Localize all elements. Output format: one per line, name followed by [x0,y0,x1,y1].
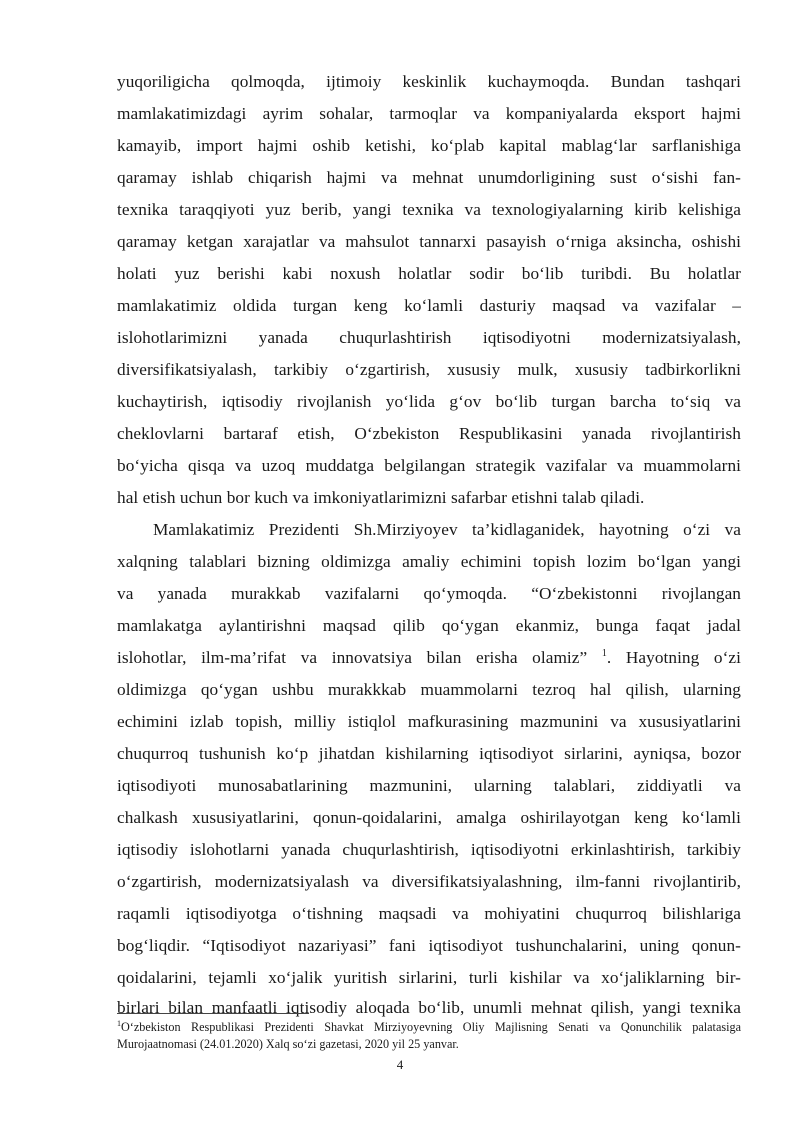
text-line: iqtisodiy islohotlarni yanada chuqurlashtirish, iqtisodiyotni erkinlashtirish, tarkibiy [117,840,741,859]
text-line: mamlakatimiz oldida turgan keng ko‘lamli dasturiy maqsad va vazifalar – [117,296,741,315]
text-line: bo‘yicha qisqa va uzoq muddatga belgilangan strategik vazifalar va muammolarni [117,456,741,475]
text-line: yuqoriligicha qolmoqda, ijtimoiy keskinlik kuchaymoqda. Bundan tashqari [117,72,741,91]
text-line: Mamlakatimiz Prezidenti Sh.Mirziyoyev ta’kidlaganidek, hayotning o‘zi va [153,520,741,539]
text-line: echimini izlab topish, milliy istiqlol mafkurasining mazmunini va xususiyatlarini [117,712,741,731]
text-line: holati yuz berishi kabi noxush holatlar sodir bo‘lib turibdi. Bu holatlar [117,264,741,283]
footnote-reference[interactable]: 1 [601,648,607,660]
footnote-line [117,1020,741,1035]
page-number: 4 [396,1057,404,1072]
text-line: qoidalarini, tejamli xo‘jalik yuritish sirlarini, turli kishilar va xo‘jaliklarning bir- [117,968,741,987]
text-segment: . Hayotning o‘zi [606,648,741,667]
text-line: kamayib, import hajmi oshib ketishi, ko‘plab kapital mablag‘lar sarflanishiga [117,136,741,155]
text-line: mamlakatga aylantirishni maqsad qilib qo‘ygan ekanmiz, bunga faqat jadal [117,616,741,635]
text-line: diversifikatsiyalash, tarkibiy o‘zgartirish, xususiy mulk, xususiy tadbirkorlikni [117,360,741,379]
text-line: bog‘liqdir. “Iqtisodiyot nazariyasi” fani iqtisodiyot tushunchalarini, uning qonun- [117,936,741,955]
footnote-separator [117,1013,309,1014]
text-line: o‘zgartirish, modernizatsiyalash va diversifikatsiyalashning, ilm-fanni rivojlantirib, [117,872,741,891]
text-line: qaramay ishlab chiqarish hajmi va mehnat unumdorligining sust o‘sishi fan- [117,168,741,187]
text-line: texnika taraqqiyoti yuz berib, yangi texnika va texnologiyalarning kirib kelishiga [117,200,741,219]
text-line: raqamli iqtisodiyotga o‘tishning maqsadi va mohiyatini chuqurroq bilishlariga [117,904,741,923]
text-segment: islohotlar, ilm-ma’rifat va innovatsiya bilan erisha olamiz” [117,648,602,667]
text-line: mamlakatimizdagi ayrim sohalar, tarmoqlar va kompaniyalarda eksport hajmi [117,104,741,123]
text-line: qaramay ketgan xarajatlar va mahsulot tannarxi pasayish o‘rniga aksincha, oshishi [117,232,741,251]
text-line: iqtisodiyoti munosabatlarining mazmunini, ularning talablari, ziddiyatli va [117,776,741,795]
text-line-with-footnote-ref [117,648,741,668]
text-line: kuchaytirish, iqtisodiy rivojlanish yo‘lida g‘ov bo‘lib turgan barcha to‘siq va [117,392,741,411]
text-line: chuqurroq tushunish ko‘p jihatdan kishilarning iqtisodiyot sirlarini, ayniqsa, bozor [117,744,741,763]
footnote-text: O‘zbekiston Respublikasi Prezidenti Shavkat Mirziyoyevning Oliy Majlisning Senati va Qonunchilik palatasiga [121,1020,741,1034]
footnote-line: Murojaatnomasi (24.01.2020) Xalq so‘zi gazetasi, 2020 yil 25 yanvar. [117,1037,459,1051]
text-line: chalkash xususiyatlarini, qonun-qoidalarini, amalga oshirilayotgan keng ko‘lamli [117,808,741,827]
text-line: cheklovlarni bartaraf etish, O‘zbekiston Respublikasini yanada rivojlantirish [117,424,741,443]
text-line: oldimizga qo‘ygan ushbu murakkkab muammolarni tezroq hal qilish, ularning [117,680,741,699]
footnote-marker: 1 [117,1018,121,1028]
text-line: islohotlarimizni yanada chuqurlashtirish iqtisodiyotni modernizatsiyalash, [117,328,741,347]
text-line: hal etish uchun bor kuch va imkoniyatlarimizni safarbar etishni talab qiladi. [117,488,645,507]
text-line: xalqning talablari bizning oldimizga amaliy echimini topish lozim bo‘lgan yangi [117,552,741,571]
text-line: va yanada murakkab vazifalarni qo‘ymoqda. “O‘zbekistonni rivojlangan [117,584,741,603]
text-line: birlari bilan manfaatli iqtisodiy aloqada bo‘lib, unumli mehnat qilish, yangi texnika [117,998,741,1017]
